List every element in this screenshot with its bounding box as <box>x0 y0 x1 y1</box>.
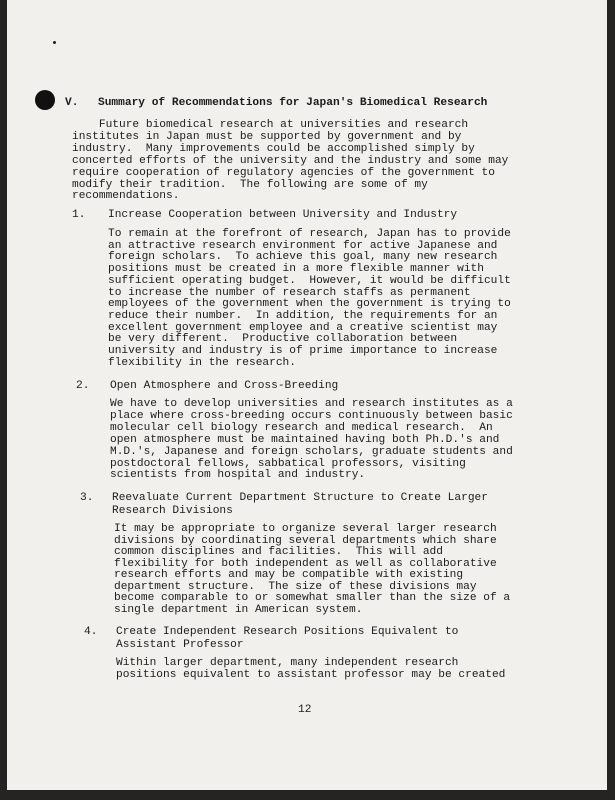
intro-line: concerted efforts of the university and the industry and some may <box>72 154 509 167</box>
item-body-line: department structure. The size of these divisions may <box>114 580 477 593</box>
intro-line: require cooperation of regulatory agencies of the government to <box>72 166 495 179</box>
item-body-line: flexibility in the research. <box>108 356 296 369</box>
section-title: Summary of Recommendations for Japan's Biomedical Research <box>98 97 488 109</box>
item-body-line: postdoctoral fellows, sabbatical professors, visiting <box>110 457 466 470</box>
item-body <box>116 658 505 682</box>
item-body-line: positions must be created in a more flexible manner with <box>108 263 484 276</box>
item-body-line: reduce their number. In addition, the requirements for an <box>108 309 498 322</box>
item-number: 1. <box>72 209 86 221</box>
item-title <box>116 626 458 652</box>
item-title <box>108 209 457 222</box>
intro-paragraph <box>72 120 508 203</box>
item-body-line: positions equivalent to assistant professor may be created <box>116 668 506 681</box>
item-body-line: employees of the government when the government is trying to <box>108 298 511 311</box>
section-numeral: V. <box>65 97 79 109</box>
item-body-line: scientists from hospital and industry. <box>110 469 366 482</box>
intro-line: institutes in Japan must be supported by government and by <box>72 130 462 143</box>
item-number: 2. <box>76 380 90 392</box>
item-number: 4. <box>84 626 98 638</box>
punch-hole <box>35 90 55 110</box>
item-title-line: Reevaluate Current Department Structure to Create Larger <box>112 492 488 504</box>
item-body-line: be very different. Productive collaboration between <box>108 333 458 346</box>
item-title <box>110 380 338 393</box>
intro-line: recommendations. <box>72 190 180 203</box>
item-body-line: common disciplines and facilities. This will add <box>114 546 443 558</box>
item-body-line: Within larger department, many independent research <box>116 657 459 669</box>
item-body-line: It may be appropriate to organize several larger research <box>114 523 497 535</box>
item-body-line: To remain at the forefront of research, Japan has to provide <box>108 228 511 240</box>
item-body-line: to increase the number of research staffs as permanent <box>108 286 471 299</box>
item-title-line: Open Atmosphere and Cross-Breeding <box>110 380 339 392</box>
item-body-line: foreign scholars. To achieve this goal, many new research <box>108 251 498 264</box>
item-title <box>112 492 488 518</box>
intro-line: modify their tradition. The following are some of my <box>72 178 428 191</box>
item-body-line: excellent government employee and a creative scientist may <box>108 321 498 334</box>
item-body-line: flexibility for both independent as well as collaborative <box>114 557 497 570</box>
item-body-line: M.D.'s, Japanese and foreign scholars, graduate students and <box>110 445 513 458</box>
item-body-line: molecular cell biology research and medical research. An <box>110 421 493 434</box>
item-body-line: open atmosphere must be maintained having both Ph.D.'s and <box>110 433 500 446</box>
item-body-line: sufficient operating budget. However, it would be difficult <box>108 274 511 287</box>
speck-mark <box>53 41 56 44</box>
item-title-line: Assistant Professor <box>116 639 244 651</box>
item-number: 3. <box>80 492 94 504</box>
item-body-line: an attractive research environment for active Japanese and <box>108 239 498 252</box>
item-body-line: university and industry is of prime importance to increase <box>108 345 498 358</box>
item-title-line: Research Divisions <box>112 505 233 517</box>
item-title-line: Increase Cooperation between University and Industry <box>108 209 458 221</box>
item-body <box>110 399 513 482</box>
item-body-line: divisions by coordinating several departments which share <box>114 534 497 547</box>
item-body <box>114 524 510 616</box>
item-title-line: Create Independent Research Positions Equivalent to <box>116 626 459 638</box>
item-body-line: become comparable to or somewhat smaller than the size of a <box>114 592 511 604</box>
intro-line: Future biomedical research at universities and research <box>72 119 469 131</box>
page-number: 12 <box>298 704 312 716</box>
item-body-line: place where cross-breeding occurs continuously between basic <box>110 409 513 422</box>
item-body-line: research efforts and may be compatible with existing <box>114 569 464 581</box>
intro-line: industry. Many improvements could be accomplished simply by <box>72 142 475 155</box>
item-body-line: single department in American system. <box>114 603 363 616</box>
item-body <box>108 229 511 369</box>
item-body-line: We have to develop universities and research institutes as a <box>110 398 513 410</box>
